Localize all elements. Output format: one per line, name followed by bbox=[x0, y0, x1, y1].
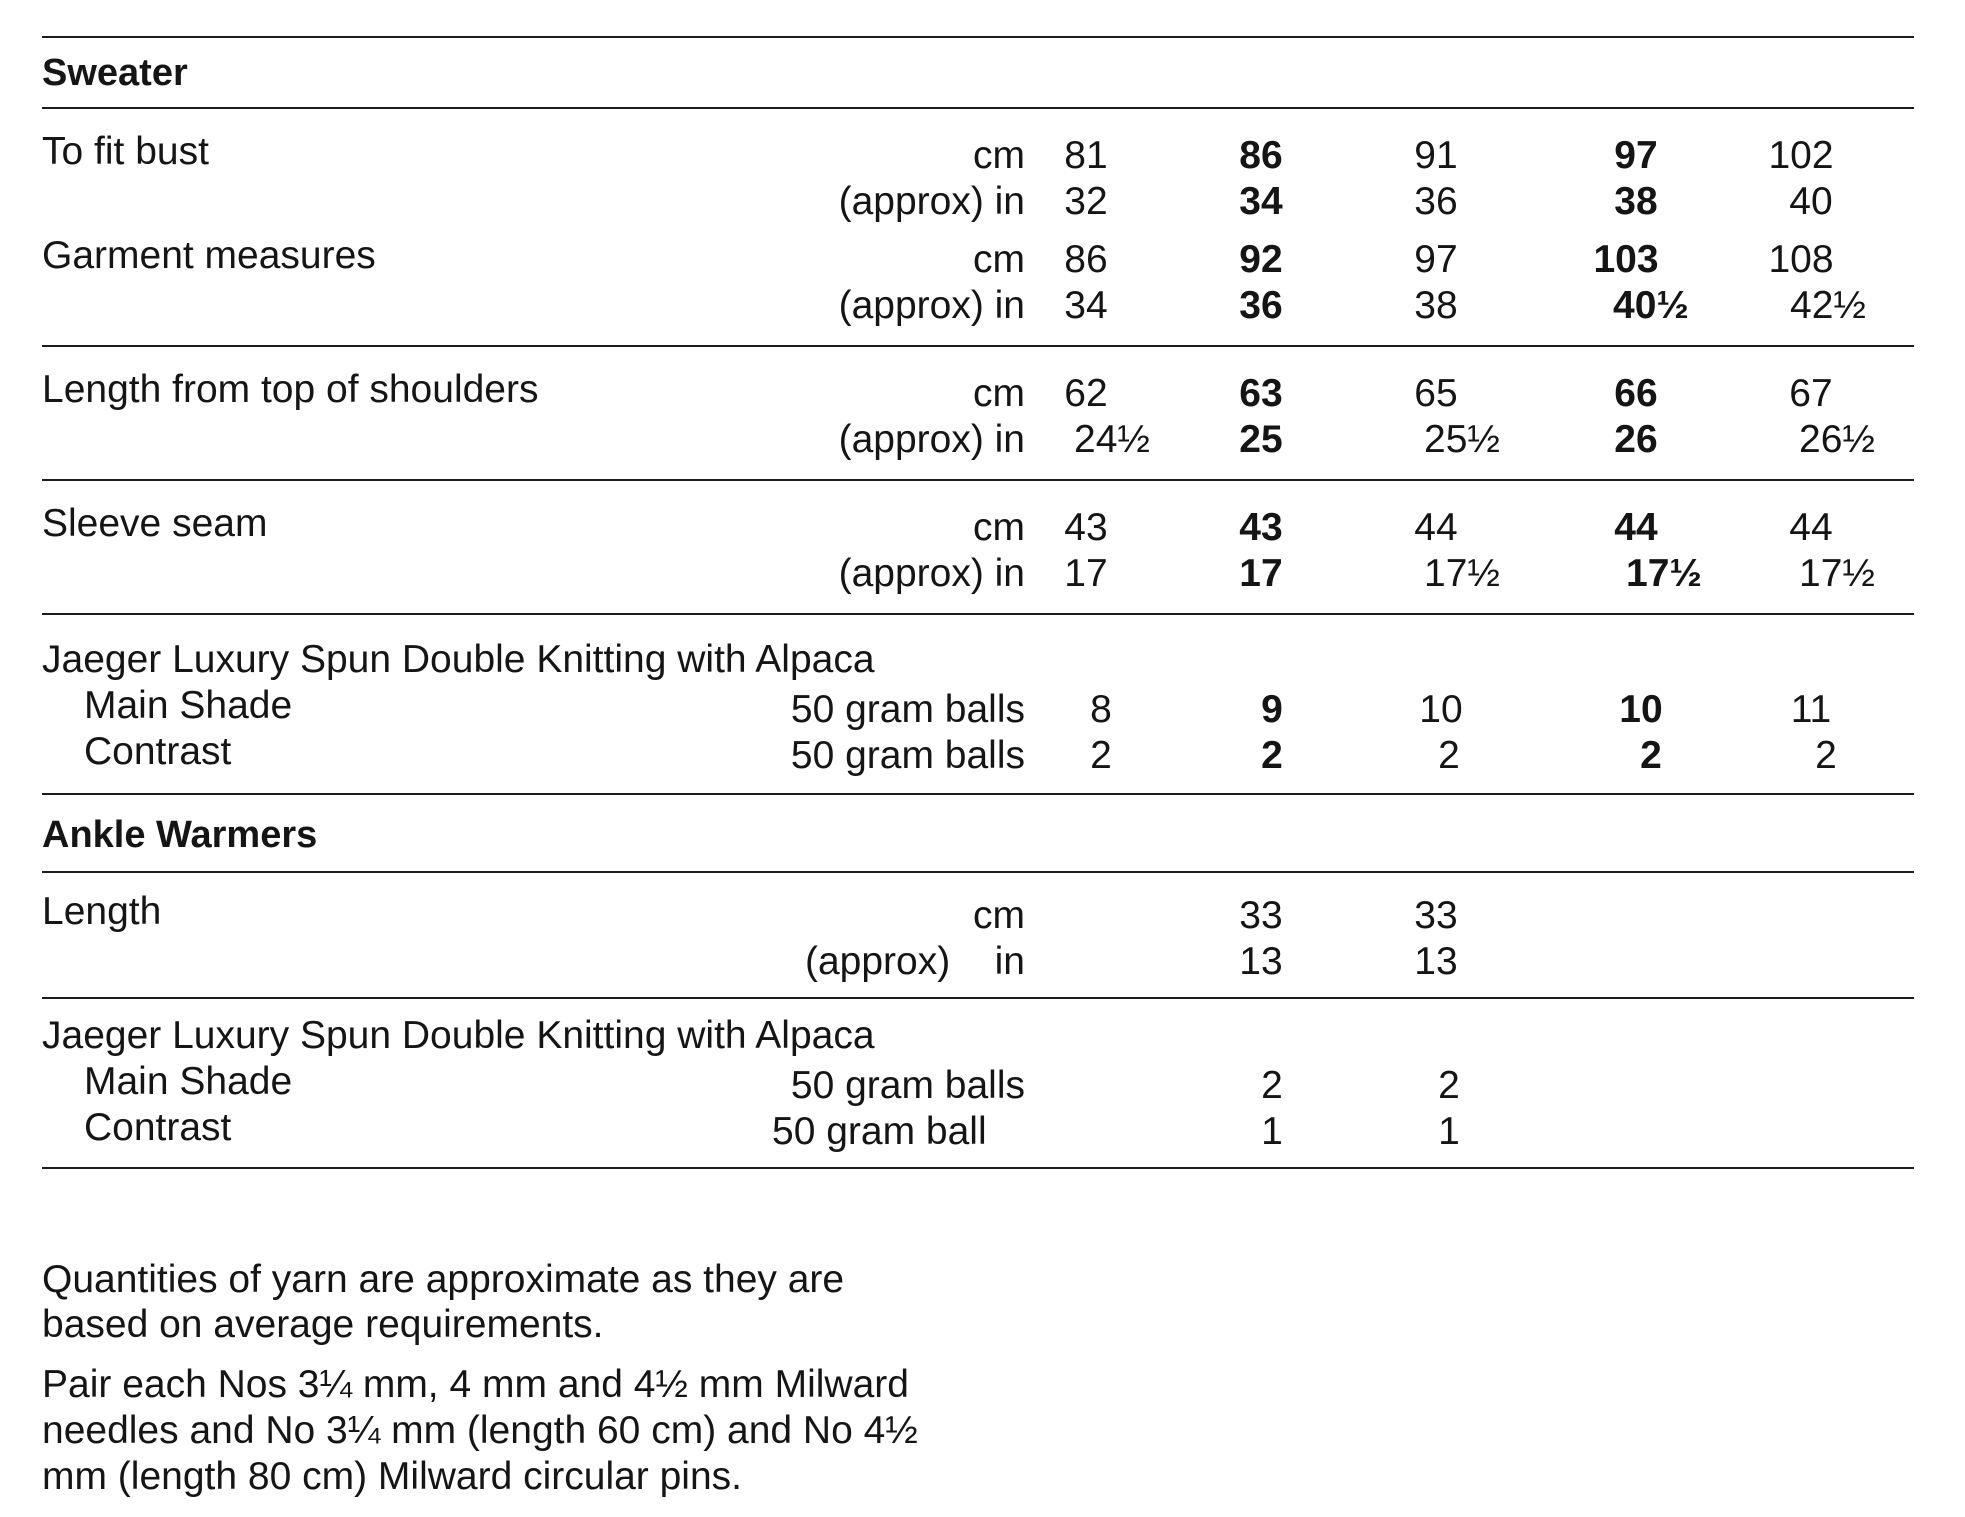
garment-in-size2: 36 bbox=[1239, 284, 1283, 327]
bust-in-size2: 34 bbox=[1239, 180, 1283, 223]
sleeve-cm-size3: 44 bbox=[1414, 506, 1458, 549]
garment-cm-size3: 97 bbox=[1414, 238, 1458, 281]
yarn-contrast-size2: 2 bbox=[1261, 734, 1283, 777]
rule-top bbox=[42, 36, 1914, 38]
ankle-length-in-2: 13 bbox=[1414, 940, 1458, 983]
rule-below-length bbox=[42, 479, 1914, 481]
bust-cm-size1: 81 bbox=[1064, 134, 1108, 177]
unit-cm-bust: cm bbox=[973, 134, 1025, 177]
length-in-size2: 25 bbox=[1239, 418, 1283, 461]
sleeve-in-size5: 17½ bbox=[1799, 552, 1875, 595]
section-title-ankle-warmers: Ankle Warmers bbox=[42, 814, 318, 856]
length-cm-size1: 62 bbox=[1064, 372, 1108, 415]
garment-cm-size1: 86 bbox=[1064, 238, 1108, 281]
sleeve-cm-size1: 43 bbox=[1064, 506, 1108, 549]
ankle-length-cm-2: 33 bbox=[1414, 894, 1458, 937]
yarn-main-label-sweater: Main Shade bbox=[84, 684, 293, 727]
length-in-size4: 26 bbox=[1614, 418, 1658, 461]
ankle-yarn-contrast-2: 1 bbox=[1438, 1110, 1460, 1153]
row-label-sleeve: Sleeve seam bbox=[42, 502, 268, 545]
sleeve-cm-size4: 44 bbox=[1614, 506, 1658, 549]
yarn-main-size2: 9 bbox=[1261, 688, 1283, 731]
unit-in-garment: (approx) in bbox=[838, 284, 1025, 327]
garment-in-size5: 42½ bbox=[1790, 284, 1866, 327]
rule-below-ankle-length bbox=[42, 997, 1914, 999]
unit-in-sleeve: (approx) in bbox=[838, 552, 1025, 595]
row-label-bust: To fit bust bbox=[42, 130, 209, 173]
rule-below-sweater-yarn bbox=[42, 793, 1914, 795]
rule-below-sleeve bbox=[42, 613, 1914, 615]
yarn-contrast-size4: 2 bbox=[1640, 734, 1662, 777]
bust-in-size5: 40 bbox=[1789, 180, 1833, 223]
row-label-garment: Garment measures bbox=[42, 234, 376, 277]
unit-cm-length: cm bbox=[973, 372, 1025, 415]
note-quantities-line2: based on average requirements. bbox=[42, 1303, 604, 1346]
ankle-yarn-main-2: 2 bbox=[1438, 1064, 1460, 1107]
garment-in-size1: 34 bbox=[1064, 284, 1108, 327]
rule-bottom bbox=[42, 1167, 1914, 1169]
length-cm-size5: 67 bbox=[1789, 372, 1833, 415]
yarn-title-sweater: Jaeger Luxury Spun Double Knitting with Alpaca bbox=[42, 638, 875, 681]
bust-cm-size2: 86 bbox=[1239, 134, 1283, 177]
length-cm-size2: 63 bbox=[1239, 372, 1283, 415]
unit-in-bust: (approx) in bbox=[838, 180, 1025, 223]
unit-approx-ankle: (approx) bbox=[805, 940, 951, 983]
yarn-contrast-label-ankle: Contrast bbox=[84, 1106, 232, 1149]
note-needles-line3: mm (length 80 cm) Milward circular pins. bbox=[42, 1455, 743, 1498]
length-cm-size3: 65 bbox=[1414, 372, 1458, 415]
sleeve-in-size4: 17½ bbox=[1626, 552, 1702, 595]
sleeve-in-size2: 17 bbox=[1239, 552, 1283, 595]
garment-cm-size4: 103 bbox=[1593, 238, 1659, 281]
rule-below-measures bbox=[42, 345, 1914, 347]
yarn-main-size5: 11 bbox=[1790, 688, 1832, 731]
sleeve-cm-size5: 44 bbox=[1789, 506, 1833, 549]
ankle-length-in-1: 13 bbox=[1239, 940, 1283, 983]
unit-in-length: (approx) in bbox=[838, 418, 1025, 461]
note-needles-line1: Pair each Nos 3¼ mm, 4 mm and 4½ mm Milward bbox=[42, 1363, 909, 1406]
garment-in-size4: 40½ bbox=[1613, 284, 1689, 327]
row-label-ankle-length: Length bbox=[42, 890, 162, 933]
yarn-main-size4: 10 bbox=[1619, 688, 1663, 731]
section-title-sweater: Sweater bbox=[42, 52, 188, 94]
yarn-main-unit-sweater: 50 gram balls bbox=[790, 688, 1025, 731]
yarn-main-unit-ankle: 50 gram balls bbox=[790, 1064, 1025, 1107]
yarn-contrast-size5: 2 bbox=[1815, 734, 1837, 777]
note-quantities-line1: Quantities of yarn are approximate as they are bbox=[42, 1258, 845, 1301]
unit-in-ankle: in bbox=[994, 940, 1025, 983]
unit-cm-ankle: cm bbox=[973, 894, 1025, 937]
yarn-contrast-label-sweater: Contrast bbox=[84, 730, 232, 773]
garment-in-size3: 38 bbox=[1414, 284, 1458, 327]
bust-in-size1: 32 bbox=[1064, 180, 1108, 223]
rule-below-sweater-title bbox=[42, 107, 1914, 109]
length-in-size1: 24½ bbox=[1074, 418, 1150, 461]
ankle-yarn-main-1: 2 bbox=[1261, 1064, 1283, 1107]
garment-cm-size5: 108 bbox=[1768, 238, 1834, 281]
sleeve-in-size1: 17 bbox=[1064, 552, 1108, 595]
garment-cm-size2: 92 bbox=[1239, 238, 1283, 281]
length-in-size5: 26½ bbox=[1799, 418, 1875, 461]
yarn-contrast-size1: 2 bbox=[1090, 734, 1112, 777]
bust-cm-size5: 102 bbox=[1768, 134, 1834, 177]
yarn-contrast-size3: 2 bbox=[1438, 734, 1460, 777]
ankle-length-cm-1: 33 bbox=[1239, 894, 1283, 937]
bust-cm-size3: 91 bbox=[1414, 134, 1458, 177]
bust-in-size4: 38 bbox=[1614, 180, 1658, 223]
row-label-length: Length from top of shoulders bbox=[42, 368, 539, 411]
yarn-main-size1: 8 bbox=[1090, 688, 1112, 731]
note-needles-line2: needles and No 3¼ mm (length 60 cm) and No 4½ bbox=[42, 1409, 918, 1452]
yarn-main-label-ankle: Main Shade bbox=[84, 1060, 293, 1103]
length-in-size3: 25½ bbox=[1424, 418, 1500, 461]
yarn-title-ankle: Jaeger Luxury Spun Double Knitting with Alpaca bbox=[42, 1014, 875, 1057]
ankle-yarn-contrast-1: 1 bbox=[1261, 1110, 1283, 1153]
unit-cm-sleeve: cm bbox=[973, 506, 1025, 549]
length-cm-size4: 66 bbox=[1614, 372, 1658, 415]
unit-cm-garment: cm bbox=[973, 238, 1025, 281]
bust-in-size3: 36 bbox=[1414, 180, 1458, 223]
yarn-contrast-unit-sweater: 50 gram balls bbox=[790, 734, 1025, 777]
bust-cm-size4: 97 bbox=[1614, 134, 1658, 177]
rule-below-ankle-title bbox=[42, 871, 1914, 873]
yarn-main-size3: 10 bbox=[1419, 688, 1463, 731]
yarn-contrast-unit-ankle: 50 gram ball bbox=[772, 1110, 987, 1153]
sleeve-cm-size2: 43 bbox=[1239, 506, 1283, 549]
sleeve-in-size3: 17½ bbox=[1424, 552, 1500, 595]
